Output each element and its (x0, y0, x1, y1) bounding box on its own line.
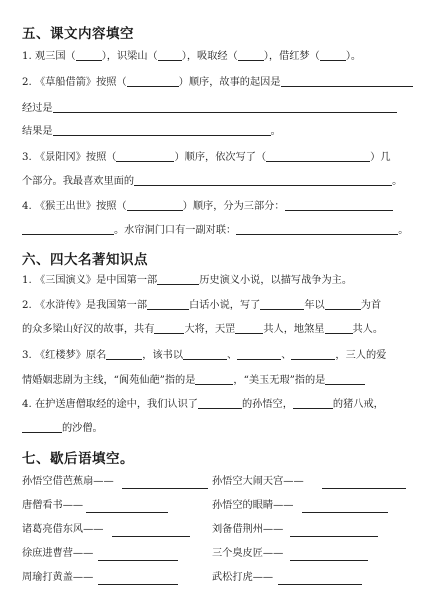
blank[interactable] (285, 199, 393, 211)
blank[interactable] (53, 124, 271, 136)
answer-line[interactable] (122, 487, 208, 489)
answer-line[interactable] (302, 511, 388, 513)
blank[interactable] (53, 101, 397, 113)
blank[interactable] (198, 397, 242, 409)
sec5-question-2-line-2: 经过是 (22, 101, 397, 116)
xiehouyu-right-5: 武松打虎—— (212, 572, 274, 583)
blank[interactable] (291, 348, 335, 360)
sec6-question-4-line-1: 4. 在护送唐僧取经的途中，我们认识了 的孙悟空， 的猪八戒， (22, 399, 384, 410)
blank[interactable] (147, 298, 189, 310)
blank[interactable] (195, 373, 233, 385)
xiehouyu-right-1: 孙悟空大闹天宫—— (212, 476, 304, 487)
blank[interactable] (183, 348, 227, 360)
blank[interactable] (236, 223, 398, 235)
blank[interactable] (134, 174, 392, 186)
blank[interactable] (325, 373, 365, 385)
sec6-question-3-line-1: 3. 《红楼梦》原名 ，该书以 、 、 ，三人的爱 (22, 350, 387, 361)
blank[interactable] (154, 322, 184, 334)
sec6-question-4-line-2: 的沙僧。 (22, 421, 103, 436)
sec5-question-4-line-1: 4. 《猴王出世》按照（ ）顺序，分为三部分： (22, 199, 393, 214)
blank[interactable] (320, 49, 346, 61)
blank[interactable] (237, 348, 281, 360)
sec5-question-4-line-2: 。水帘洞门口有一副对联： 。 (22, 223, 408, 238)
answer-line[interactable] (86, 511, 168, 513)
answer-line[interactable] (290, 559, 368, 561)
answer-line[interactable] (278, 583, 362, 585)
xiehouyu-left-5: 周瑜打黄盖—— (22, 572, 94, 583)
blank[interactable] (22, 421, 62, 433)
blank[interactable] (281, 75, 413, 87)
blank[interactable] (127, 75, 179, 87)
blank[interactable] (127, 199, 183, 211)
section-6-heading: 六、四大名著知识点 (22, 252, 148, 268)
section-7-heading: 七、歇后语填空。 (22, 451, 134, 467)
blank[interactable] (116, 150, 174, 162)
xiehouyu-left-1: 孙悟空借芭蕉扇—— (22, 476, 114, 487)
section-5-heading: 五、课文内容填空 (22, 26, 134, 42)
answer-line[interactable] (98, 559, 178, 561)
blank[interactable] (158, 49, 182, 61)
xiehouyu-right-2: 孙悟空的眼睛—— (212, 500, 294, 511)
answer-line[interactable] (112, 535, 190, 537)
answer-line[interactable] (290, 535, 378, 537)
sec5-question-2-line-3: 结果是 。 (22, 126, 281, 137)
blank[interactable] (325, 298, 361, 310)
blank[interactable] (266, 150, 370, 162)
blank[interactable] (293, 397, 333, 409)
sec5-question-3-line-2: 个部分。我最喜欢里面的 。 (22, 176, 403, 187)
blank[interactable] (260, 298, 304, 310)
blank[interactable] (325, 322, 353, 334)
xiehouyu-left-2: 唐僧看书—— (22, 500, 84, 511)
blank[interactable] (157, 273, 199, 285)
answer-line[interactable] (322, 487, 406, 489)
xiehouyu-right-3: 刘备借荆州—— (212, 524, 284, 535)
blank[interactable] (238, 49, 264, 61)
sec6-question-3-line-2: 情婚姻悲剧为主线，“阆苑仙葩”指的是 ，“美玉无瑕”指的是 (22, 373, 365, 388)
answer-line[interactable] (98, 583, 178, 585)
xiehouyu-right-4: 三个臭皮匠—— (212, 548, 284, 559)
sec5-question-1: 1. 观三国（ ），识梁山（ ），吸取经（ ），借红梦（ ）。 (22, 51, 362, 62)
sec5-question-2-line-1: 2. 《草船借箭》按照（ ）顺序，故事的起因是 (22, 75, 413, 90)
blank[interactable] (106, 348, 142, 360)
xiehouyu-left-3: 诸葛亮借东风—— (22, 524, 104, 535)
sec6-question-2-line-1: 2. 《水浒传》是我国第一部 白话小说，写了 年以 为首 (22, 300, 382, 311)
blank[interactable] (235, 322, 263, 334)
sec6-question-2-line-2: 的众多梁山好汉的故事，共有 大将，天罡 共人，地煞星 共人。 (22, 324, 384, 335)
sec6-question-1: 1. 《三国演义》是中国第一部 历史演义小说，以描写战争为主。 (22, 275, 353, 286)
sec5-question-3-line-1: 3. 《景阳冈》按照（ ）顺序，依次写了（ ）几 (22, 152, 391, 163)
blank[interactable] (22, 223, 114, 235)
xiehouyu-left-4: 徐庶进曹营—— (22, 548, 94, 559)
blank[interactable] (76, 49, 102, 61)
